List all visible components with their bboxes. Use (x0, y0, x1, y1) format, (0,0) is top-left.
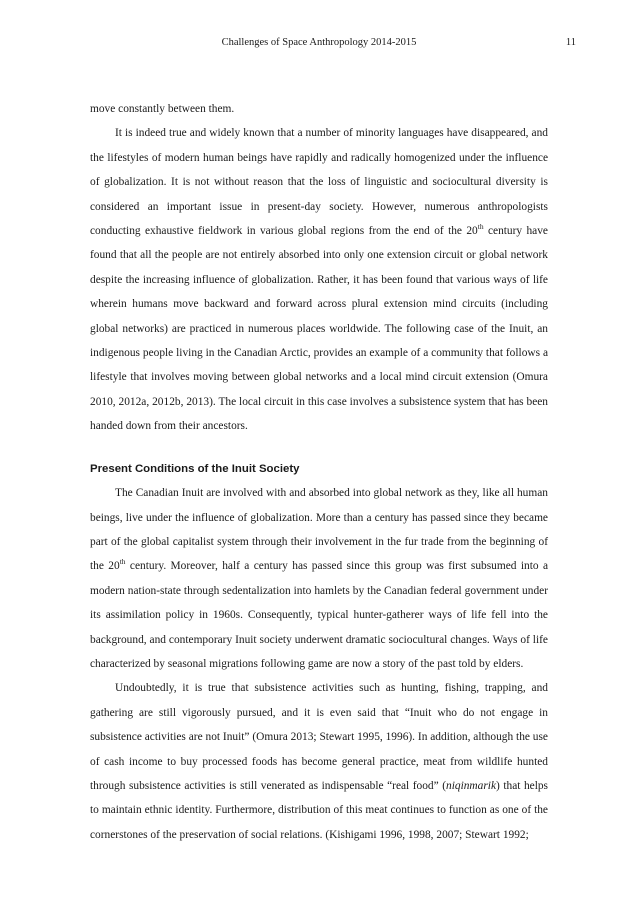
running-title: Challenges of Space Anthropology 2014-2015 (221, 37, 417, 48)
section-heading: Present Conditions of the Inuit Society (90, 462, 300, 475)
paragraph-text: ) that helps to maintain ethnic identity. Furthermore, distribution of this meat continues to function as one of the cornerstones of the preservation of social relations. (Kishigami 1996, 1998, 2007; Stewart 1992; (90, 779, 548, 841)
page-body (90, 97, 548, 847)
paragraph-subsistence (90, 676, 548, 847)
paragraph-text: century have found that all the people are not entirely absorbed into only one extension circuit or global network despite the increasing influence of globalization. Rather, it has been found that various ways of life wherein humans move backward and forward across plural extension mind circuits (including global networks) are practiced in numerous places worldwide. The following case of the Inuit, an indigenous people living in the Canadian Arctic, provides an example of a community that follows a lifestyle that involves moving between global networks and a local mind circuit extension (Omura 2010, 2012a, 2012b, 2013). The local circuit in this case involves a subsistence system that has been handed down from their ancestors. (90, 225, 548, 433)
paragraph-globalization (90, 121, 548, 438)
page-number: 11 (565, 37, 576, 48)
paragraph-text: century. Moreover, half a century has passed since this group was first subsumed into a modern nation-state through sedentalization into hamlets by the Canadian federal government under its assimilation policy in 1960s. Consequently, typical hunter-gatherer ways of life fell into the background, and contemporary Inuit society underwent dramatic sociocultural changes. Ways of life characterized by seasonal migrations following game are now a story of the past told by elders. (90, 560, 549, 670)
paragraph-text: move constantly between them. (90, 103, 235, 115)
paragraph-text: It is indeed true and widely known that a number of minority languages have disappeared, and the lifestyles of modern human beings have rapidly and radically homogenized under the influence of globalization. It is not without reason that the loss of linguistic and sociocultural diversity is considered an important issue in present-day society. However, numerous anthropologists conducting exhaustive fieldwork in various global regions from the end of the 20 (90, 127, 548, 238)
paragraph-text: The Canadian Inuit are involved with and absorbed into global network as they, like all human beings, live under the influence of globalization. More than a century has passed since they became part of the global capitalist system through their involvement in the fur trade from the beginning of the 20 (90, 487, 548, 573)
paragraph-continued (90, 97, 548, 121)
paragraph-text: Undoubtedly, it is true that subsistence activities such as hunting, fishing, trapping, and gathering are still vigorously pursued, and it is even said that “Inuit who do not engage in subsistence activities are not Inuit” (Omura 2013; Stewart 1995, 1996). In addition, although the use of cash income to buy processed foods has become general practice, meat from wildlife hunted through subsistence activities is still venerated as indispensable “real food” ( (90, 682, 548, 792)
paragraph-canadian-inuit (90, 481, 548, 676)
superscript: th (477, 222, 484, 232)
inuit-term: niqinmarik (446, 779, 497, 792)
superscript: th (119, 557, 126, 567)
